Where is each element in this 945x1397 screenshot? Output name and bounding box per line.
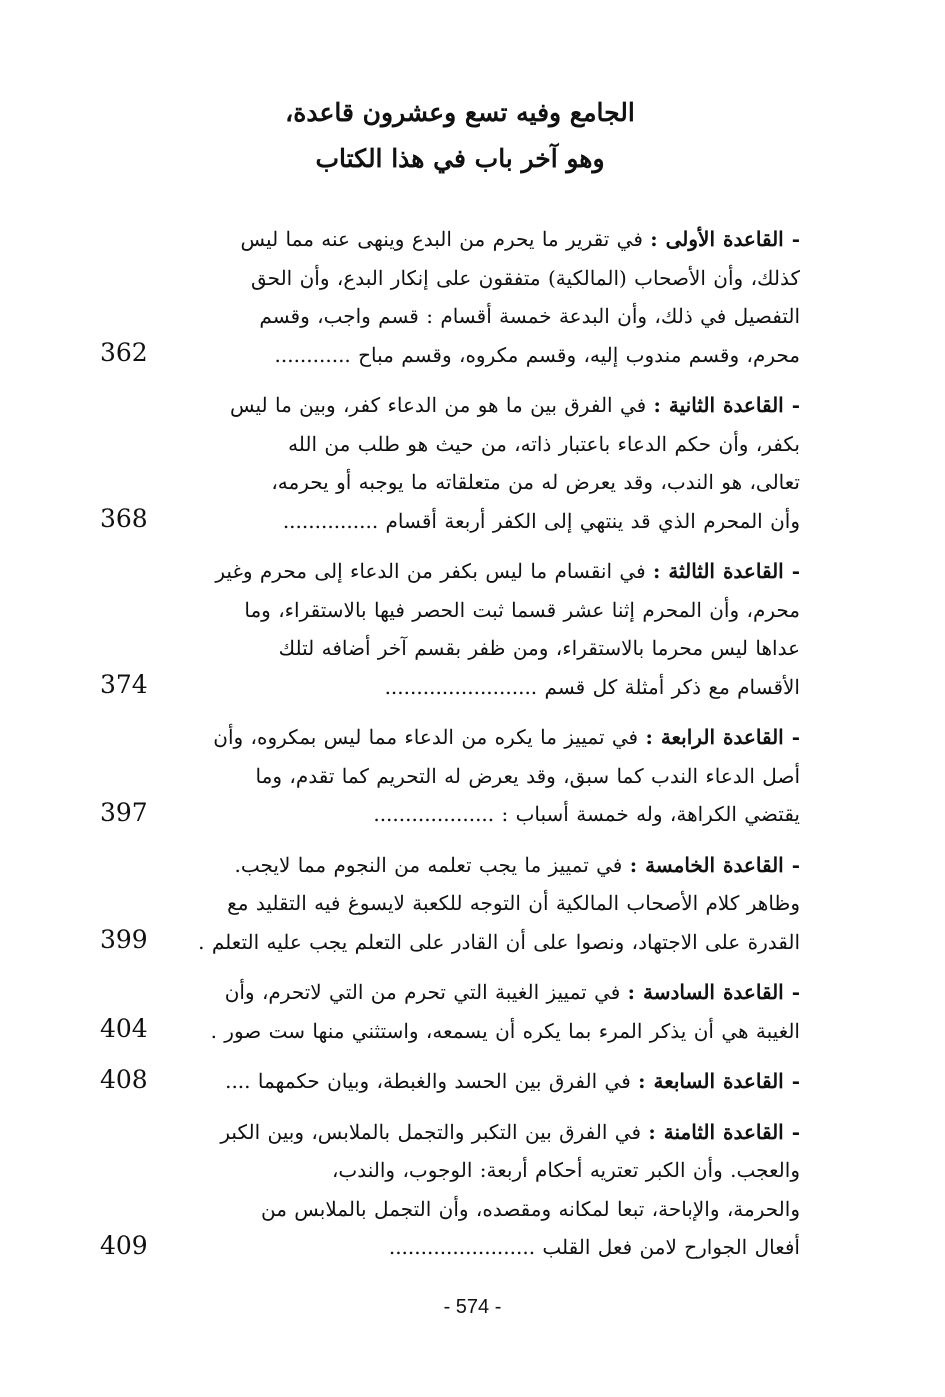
entry-text-line: بكفر، وأن حكم الدعاء باعتبار ذاته، من حيث هو طلب من الله [288, 431, 800, 456]
entry-text-line: في تقرير ما يحرم من البدع وينهى عنه مما ليس [240, 227, 643, 251]
entry-text-line: عداها ليس محرما بالاستقراء، ومن ظفر بقسم آخر أضافه لتلك [278, 636, 800, 660]
toc-entry-5 [100, 846, 800, 962]
entry-text-line: في الفرق بين الحسد والغبطة، وبيان حكمهما .... [225, 1069, 631, 1093]
entry-text-line: في الفرق بين التكبر والتجمل بالملابس، وبين الكبر [220, 1119, 642, 1144]
entry-text-line: في انقسام ما ليس بكفر من الدعاء إلى محرم وغير [215, 559, 646, 583]
entry-text-line: وظاهر كلام الأصحاب المالكية أن التوجه للكعبة لايسوغ فيه التقليد مع [227, 891, 800, 915]
entry-text-line: التفصيل في ذلك، وأن البدعة خمسة أقسام : قسم واجب، وقسم [259, 304, 800, 328]
toc-entry-6 [100, 973, 800, 1050]
heading-line-2: وهو آخر باب في هذا الكتاب [315, 144, 605, 173]
toc-entry-7 [100, 1062, 800, 1101]
entry-text-line: في تمييز ما يجب تعلمه من النجوم مما لايجب. [234, 852, 623, 877]
entry-title: - القاعدة الخامسة : [629, 852, 800, 877]
entry-page-number: 374 [100, 670, 148, 699]
entry-text-line: في تمييز الغيبة التي تحرم من التي لاتحرم، وأن [224, 980, 621, 1004]
entry-text-line: الغيبة هي أن يذكر المرء بما يكره أن يسمعه، واستثني منها ست صور . [210, 1018, 800, 1043]
entry-text-line: والعجب. وأن الكبر تعتريه أحكام أربعة: الوجوب، والندب، [331, 1158, 800, 1182]
entry-text-line: تعالى، هو الندب، وقد يعرض له من متعلقاته ما يوجبه أو يحرمه، [271, 470, 800, 494]
table-of-contents [100, 220, 800, 1279]
entry-title: - القاعدة الثانية : [653, 393, 800, 417]
entry-title: - القاعدة الأولى : [650, 227, 800, 251]
entry-page-number: 399 [100, 925, 148, 954]
entry-title: - القاعدة الثالثة : [653, 559, 800, 583]
section-heading [180, 90, 740, 182]
entry-text-line: في تمييز ما يكره من الدعاء مما ليس بمكروه، وأن [213, 725, 639, 749]
entry-title: - القاعدة الرابعة : [645, 725, 800, 749]
toc-entry-1 [100, 220, 800, 374]
entry-page-number: 397 [100, 797, 148, 827]
entry-page-number: 362 [100, 338, 148, 367]
entry-text-line: كذلك، وأن الأصحاب (المالكية) متفقون على إنكار البدع، وأن الحق [251, 265, 800, 290]
toc-entry-3 [100, 552, 800, 706]
entry-title: - القاعدة السادسة : [627, 980, 800, 1004]
page-footer-number: - 574 - [443, 1296, 502, 1318]
entry-page-number: 368 [100, 504, 148, 533]
entry-text-line: محرم، وقسم مندوب إليه، وقسم مكروه، وقسم مباح ............ [274, 342, 800, 367]
entry-title: - القاعدة السابعة : [638, 1069, 800, 1093]
entry-page-number: 409 [100, 1230, 148, 1260]
entry-text-line: القدرة على الاجتهاد، ونصوا على أن القادر على التعلم يجب عليه التعلم . [198, 929, 800, 954]
entry-text-line: والحرمة، والإباحة، تبعا لمكانه ومقصده، وأن التجمل بالملابس من [261, 1196, 800, 1221]
entry-text-line: الأقسام مع ذكر أمثلة كل قسم ........................ [384, 674, 800, 699]
entry-text-line: أصل الدعاء الندب كما سبق، وقد يعرض له التحريم كما تقدم، وما [255, 763, 800, 788]
entry-title: - القاعدة الثامنة : [648, 1119, 800, 1144]
entry-text-line: محرم، وأن المحرم إثنا عشر قسما ثبت الحصر فيها بالاستقراء، وما [244, 597, 800, 622]
entry-text-line: وأن المحرم الذي قد ينتهي إلى الكفر أربعة أقسام ............... [282, 508, 800, 533]
toc-entry-8 [100, 1113, 800, 1267]
heading-line-1: الجامع وفيه تسع وعشرون قاعدة، [285, 98, 635, 127]
entry-text-line: في الفرق بين ما هو من الدعاء كفر، وبين ما ليس [229, 393, 647, 417]
entry-text-line: يقتضي الكراهة، وله خمسة أسباب : ................... [373, 802, 800, 826]
entry-text-line: أفعال الجوارح لامن فعل القلب ....................... [388, 1235, 800, 1259]
entry-page-number: 404 [100, 1014, 148, 1043]
toc-entry-2 [100, 386, 800, 540]
toc-entry-4 [100, 718, 800, 834]
entry-page-number: 408 [100, 1064, 148, 1094]
